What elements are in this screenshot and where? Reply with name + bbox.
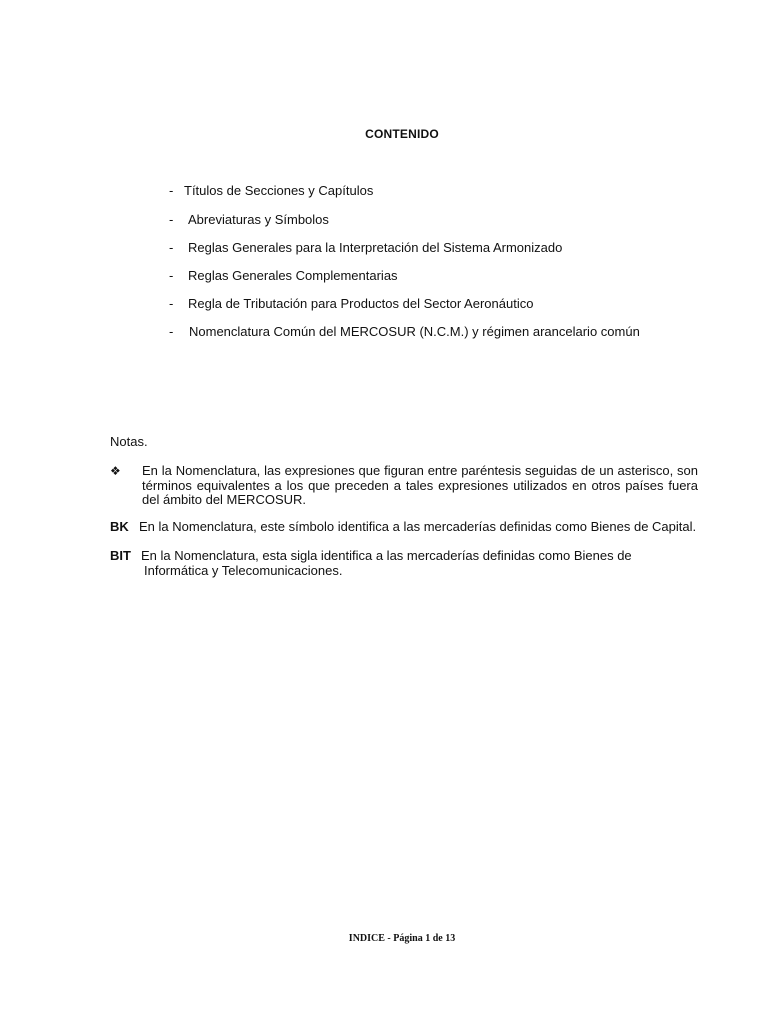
list-item-text: Reglas Generales para la Interpretación del Sistema Armonizado [188,240,563,255]
list-item-text: Nomenclatura Común del MERCOSUR (N.C.M.) y régimen arancelario común [189,324,640,339]
dash-marker: - [169,296,174,311]
note-bk [110,520,698,535]
dash-marker: - [169,268,174,283]
list-item-text: Abreviaturas y Símbolos [188,212,329,227]
dash-marker: - [169,324,174,339]
note-asterisk-text: En la Nomenclatura, las expresiones que figuran entre paréntesis seguidas de un asterisco, son términos equivalentes a los que preceden a tales expresiones utilizados en otros países fuera del ámbito del MERCOSUR. [142,463,698,507]
note-asterisk [110,464,698,510]
list-item-text: Títulos de Secciones y Capítulos [184,183,374,198]
note-bk-text: En la Nomenclatura, este símbolo identifica a las mercaderías definidas como Bienes de Capital. [139,519,697,534]
list-item-text: Regla de Tributación para Productos del Sector Aeronáutico [188,296,534,311]
diamond-bullet-icon: ❖ [110,464,121,478]
bk-tag: BK [110,519,129,534]
page-title: CONTENIDO [365,127,439,141]
page-footer: INDICE - Página 1 de 13 [348,933,456,944]
note-bit-text-line1: En la Nomenclatura, esta sigla identifica a las mercaderías definidas como Bienes de [141,548,632,563]
note-bit [110,548,698,578]
dash-marker: - [169,240,174,255]
list-item-text: Reglas Generales Complementarias [188,268,398,283]
notes-heading: Notas. [110,434,148,449]
dash-marker: - [169,183,174,198]
note-bit-text-line2: Informática y Telecomunicaciones. [144,563,343,578]
dash-marker: - [169,212,174,227]
bit-tag: BIT [110,548,131,563]
